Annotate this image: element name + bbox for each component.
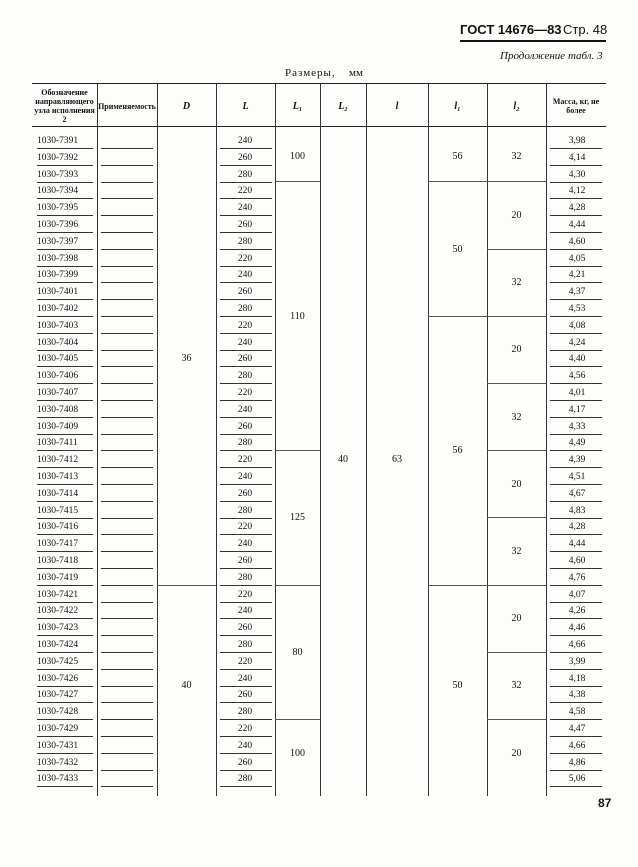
row-designation: 1030-7429 [37,724,79,734]
row-mass-value: 4,18 [568,673,586,684]
application-blank-line [101,702,153,703]
row-designation: 1030-7427 [37,690,79,701]
group-l2-value: 20 [511,210,522,221]
row-L-value: 260 [237,287,253,298]
application-blank-line [101,719,153,720]
row-designation: 1030-7401 [37,287,79,298]
column-divider [366,83,367,796]
row-mass-value: 4,33 [568,421,586,432]
dimensions-unit: мм [349,67,363,79]
row-designation: 1030-7407 [37,388,79,398]
application-blank-line [101,568,153,569]
row-L-value: 280 [237,438,253,449]
header-l1: l₁ [454,100,461,112]
row-mass-value: 4,01 [568,388,586,398]
row-designation: 1030-7413 [37,472,79,482]
application-blank-line [101,635,153,636]
group-l2-value: 20 [511,613,522,625]
group-l2-divider [487,249,546,250]
document-code: ГОСТ 14676—83 [460,22,562,37]
row-mass-value: 4,05 [568,253,586,264]
row-designation: 1030-7399 [37,270,79,281]
row-designation: 1030-7431 [37,740,79,751]
row-designation: 1030-7392 [37,152,79,163]
row-designation: 1030-7417 [37,539,79,550]
row-designation: 1030-7396 [37,220,79,230]
group-l1-value: 56 [452,445,463,457]
row-designation: 1030-7432 [37,757,79,768]
application-blank-line [101,350,153,351]
application-blank-line [101,501,153,502]
table-continuation-note: Продолжение табл. 3 [500,50,603,62]
application-blank-line [101,618,153,619]
group-l2-value: 32 [511,277,522,289]
group-L1-divider [275,719,320,720]
application-blank-line [101,249,153,250]
row-mass-value: 4,44 [568,220,586,230]
row-designation: 1030-7418 [37,556,79,566]
application-blank-line [101,165,153,166]
application-blank-line [101,316,153,317]
group-l2-value: 20 [511,478,522,490]
row-L-value: 260 [237,152,253,163]
group-L1-divider [275,450,320,451]
L-underline [220,786,272,787]
group-L1-value: 100 [290,151,305,163]
row-mass-value: 4,28 [568,522,586,533]
row-mass-value: 4,44 [568,539,586,550]
row-L-value: 220 [237,656,253,667]
row-designation: 1030-7424 [37,640,79,650]
row-designation: 1030-7421 [37,589,79,600]
group-l2-value: 20 [511,344,522,356]
application-blank-line [101,686,153,687]
row-L-value: 280 [237,371,253,382]
row-L-value: 280 [237,505,253,516]
group-l1-divider [428,316,487,317]
dimensions-caption: Размеры, [285,67,336,79]
row-L-value: 280 [237,572,253,583]
row-mass-value: 4,56 [568,371,586,382]
row-mass-value: 4,46 [568,623,586,634]
row-mass-value: 4,83 [568,505,586,516]
row-mass-value: 3,98 [568,136,586,146]
row-L-value: 260 [237,421,253,432]
group-l2-divider [487,585,546,586]
application-blank-line [101,148,153,149]
row-mass-value: 4,51 [568,472,586,482]
row-L-value: 220 [237,320,253,331]
header-D: D [182,100,191,112]
row-L-value: 240 [237,136,253,146]
application-blank-line [101,450,153,451]
group-L1-divider [275,181,320,182]
application-blank-line [101,736,153,737]
group-l2-divider [487,652,546,653]
row-mass-value: 4,49 [568,438,586,449]
row-designation: 1030-7409 [37,421,79,432]
group-l2-divider [487,316,546,317]
application-blank-line [101,366,153,367]
application-blank-line [101,232,153,233]
row-L-value: 260 [237,220,253,230]
row-L-value: 280 [237,304,253,314]
header-application: Применяемость [98,101,156,111]
application-blank-line [101,182,153,183]
group-l2-divider [487,450,546,451]
row-designation: 1030-7416 [37,522,79,533]
row-mass-value: 4,08 [568,320,586,331]
application-blank-line [101,467,153,468]
row-designation: 1030-7419 [37,572,79,583]
row-L-value: 260 [237,757,253,768]
header-L: L [242,100,249,112]
column-divider [546,83,547,796]
group-D-value: 40 [181,680,192,692]
row-L-value: 260 [237,488,253,499]
application-blank-line [101,770,153,771]
row-mass-value: 4,60 [568,556,586,566]
row-L-value: 260 [237,690,253,701]
application-blank-line [101,434,153,435]
application-blank-line [101,551,153,552]
row-designation: 1030-7426 [37,673,79,684]
group-l2-divider [487,181,546,182]
group-L1-value: 100 [290,747,305,759]
row-designation: 1030-7428 [37,707,79,718]
row-designation: 1030-7422 [37,606,79,617]
header-l: l [395,100,399,112]
row-L-value: 260 [237,623,253,634]
group-L1-value: 110 [290,310,305,322]
row-mass-value: 4,17 [568,404,586,415]
row-mass-value: 4,53 [568,304,586,314]
title-underline [460,40,606,42]
row-L-value: 220 [237,724,253,734]
designation-underline [37,786,93,787]
column-divider [275,83,276,796]
row-L-value: 280 [237,774,253,785]
group-l1-divider [428,181,487,182]
application-blank-line [101,602,153,603]
row-mass-value: 4,66 [568,640,586,650]
application-blank-line [101,400,153,401]
row-L-value: 260 [237,354,253,365]
application-blank-line [101,534,153,535]
row-L-value: 240 [237,740,253,751]
row-L-value: 220 [237,253,253,264]
group-l2-divider [487,517,546,518]
row-designation: 1030-7415 [37,505,79,516]
row-mass-value: 4,14 [568,152,586,163]
row-designation: 1030-7423 [37,623,79,634]
column-divider [97,83,98,796]
group-l2-value: 32 [511,680,522,692]
application-blank-line [101,786,153,787]
application-blank-line [101,753,153,754]
application-blank-line [101,585,153,586]
group-l1-value: 50 [452,243,463,255]
row-mass-value: 4,38 [568,690,586,701]
row-L-value: 280 [237,640,253,650]
header-L1: L₁ [292,100,303,112]
group-l2-value: 32 [511,411,522,423]
group-l2-divider [487,719,546,720]
row-L-value: 220 [237,186,253,197]
row-L-value: 240 [237,203,253,214]
row-L-value: 240 [237,673,253,684]
group-D-divider [157,585,216,586]
row-mass-value: 3,99 [568,656,586,667]
group-l1-value: 50 [452,680,463,692]
application-blank-line [101,282,153,283]
header-L2: L₂ [338,100,348,112]
row-mass-value: 4,37 [568,287,586,298]
row-L-value: 240 [237,539,253,550]
header-mass: Масса, кг, не более [552,97,600,115]
group-L2-value: 40 [338,453,348,465]
row-designation: 1030-7402 [37,304,79,314]
application-blank-line [101,333,153,334]
group-l1-divider [428,585,487,586]
application-blank-line [101,484,153,485]
page-reference: Стр. 48 [563,22,608,37]
row-L-value: 220 [237,455,253,466]
row-designation: 1030-7412 [37,455,79,466]
mass-underline [550,786,602,787]
row-mass-value: 5,06 [568,774,586,785]
row-designation: 1030-7406 [37,371,79,382]
row-mass-value: 4,60 [568,236,586,247]
group-L1-divider [275,585,320,586]
row-L-value: 280 [237,707,253,718]
application-blank-line [101,383,153,384]
application-blank-line [101,198,153,199]
row-designation: 1030-7433 [37,774,79,785]
row-mass-value: 4,40 [568,354,586,365]
application-blank-line [101,669,153,670]
row-mass-value: 4,12 [568,186,586,197]
table-top-rule [32,83,606,84]
row-designation: 1030-7414 [37,488,79,499]
application-blank-line [101,518,153,519]
row-L-value: 240 [237,337,253,348]
row-designation: 1030-7394 [37,186,79,197]
group-L1-value: 80 [292,646,303,658]
row-designation: 1030-7395 [37,203,79,214]
row-designation: 1030-7403 [37,320,79,331]
group-l2-value: 20 [511,747,522,759]
row-designation: 1030-7393 [37,169,79,180]
row-L-value: 260 [237,556,253,566]
table-header-rule [32,126,606,127]
group-l2-divider [487,383,546,384]
application-blank-line [101,215,153,216]
row-mass-value: 4,21 [568,270,586,281]
row-mass-value: 4,58 [568,707,586,718]
row-mass-value: 4,76 [568,572,586,583]
row-designation: 1030-7411 [37,438,78,449]
row-L-value: 280 [237,169,253,180]
row-mass-value: 4,47 [568,724,586,734]
application-blank-line [101,417,153,418]
group-l-value: 63 [392,453,402,465]
application-blank-line [101,652,153,653]
row-L-value: 220 [237,388,253,398]
header-l2: l₂ [513,100,520,112]
group-D-value: 36 [181,352,192,364]
row-mass-value: 4,07 [568,589,586,600]
row-L-value: 240 [237,472,253,482]
row-mass-value: 4,28 [568,203,586,214]
row-mass-value: 4,66 [568,740,586,751]
row-designation: 1030-7405 [37,354,79,365]
row-mass-value: 4,24 [568,337,586,348]
row-L-value: 240 [237,270,253,281]
row-L-value: 240 [237,606,253,617]
row-mass-value: 4,39 [568,455,586,466]
row-designation: 1030-7398 [37,253,79,264]
group-L1-value: 125 [290,512,305,524]
application-blank-line [101,299,153,300]
application-blank-line [101,266,153,267]
row-mass-value: 4,67 [568,488,586,499]
row-designation: 1030-7425 [37,656,79,667]
row-mass-value: 4,86 [568,757,586,768]
row-L-value: 240 [237,404,253,415]
row-mass-value: 4,30 [568,169,586,180]
row-designation: 1030-7408 [37,404,79,415]
row-L-value: 220 [237,522,253,533]
row-designation: 1030-7391 [37,136,79,146]
row-designation: 1030-7404 [37,337,79,348]
group-l1-value: 56 [452,151,463,163]
row-designation: 1030-7397 [37,236,79,247]
group-l2-value: 32 [511,151,522,163]
row-L-value: 280 [237,236,253,247]
header-designation: Обозначение направляющего узла исполнения 2 [34,88,95,124]
page-number: 87 [598,796,612,810]
column-divider [320,83,321,796]
group-l2-value: 32 [511,546,522,557]
row-mass-value: 4,26 [568,606,586,617]
row-L-value: 220 [237,589,253,600]
